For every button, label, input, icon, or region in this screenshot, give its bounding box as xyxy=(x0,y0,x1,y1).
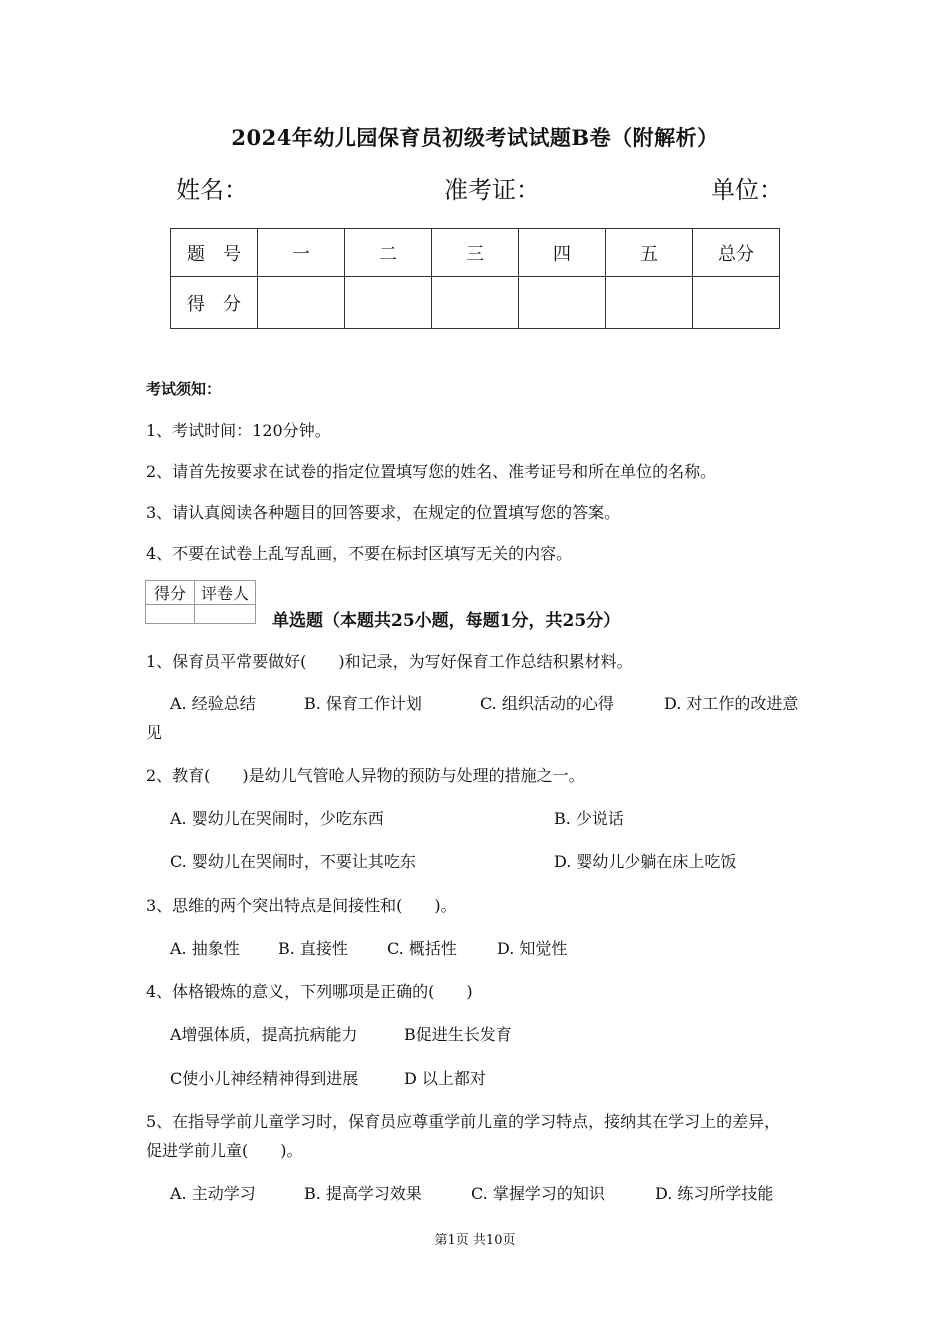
grader-score-label: 得分 xyxy=(146,581,195,605)
option-d[interactable]: D. 对工作的改进意 xyxy=(664,694,799,713)
question-stem: 4、体格锻炼的意义，下列哪项是正确的( ) xyxy=(146,982,473,1001)
notice-heading: 考试须知： xyxy=(146,380,222,398)
score-table-header-cell: 二 xyxy=(345,229,432,277)
question-stem: 1、保育员平常要做好( )和记录，为写好保育工作总结积累材料。 xyxy=(146,652,633,671)
option-c[interactable]: C使小儿神经精神得到进展 xyxy=(170,1069,359,1088)
option-b[interactable]: B促进生长发育 xyxy=(404,1025,512,1044)
option-d[interactable]: D 以上都对 xyxy=(404,1069,486,1088)
score-cell[interactable] xyxy=(693,277,780,329)
score-table-score-row xyxy=(171,277,780,329)
option-c[interactable]: C. 掌握学习的知识 xyxy=(471,1184,605,1203)
score-table-header-cell: 一 xyxy=(258,229,345,277)
question-stem: 5、在指导学前儿童学习时，保育员应尊重学前儿童的学习特点，接纳其在学习上的差异， xyxy=(146,1112,781,1131)
score-table-header-cell: 总分 xyxy=(693,229,780,277)
score-cell[interactable] xyxy=(345,277,432,329)
score-table-header-cell: 四 xyxy=(519,229,606,277)
score-table xyxy=(170,228,780,329)
option-c[interactable]: C. 婴幼儿在哭闹时，不要让其吃东 xyxy=(170,852,416,871)
score-cell[interactable] xyxy=(258,277,345,329)
unit-field-label: 单位： xyxy=(711,176,783,204)
document-title: 2024年幼儿园保育员初级考试试题B卷（附解析） xyxy=(231,125,719,150)
grader-reviewer-cell[interactable] xyxy=(195,605,256,624)
name-field-label: 姓名： xyxy=(176,176,248,204)
score-cell[interactable] xyxy=(519,277,606,329)
notice-item: 2、请首先按要求在试卷的指定位置填写您的姓名、准考证号和所在单位的名称。 xyxy=(146,462,717,481)
exam-id-field-label: 准考证： xyxy=(444,176,540,204)
score-cell[interactable] xyxy=(432,277,519,329)
option-d[interactable]: D. 练习所学技能 xyxy=(655,1184,774,1203)
option-c[interactable]: C. 组织活动的心得 xyxy=(480,694,614,713)
question-stem: 2、教育( )是幼儿气管呛人异物的预防与处理的措施之一。 xyxy=(146,766,585,785)
grader-reviewer-label: 评卷人 xyxy=(195,581,256,605)
score-table-header-cell: 题 号 xyxy=(171,229,258,277)
grader-box xyxy=(145,580,256,624)
page-footer: 第1页 共10页 xyxy=(434,1233,516,1248)
notice-item: 3、请认真阅读各种题目的回答要求，在规定的位置填写您的答案。 xyxy=(146,503,621,522)
question-stem: 3、思维的两个突出特点是间接性和( )。 xyxy=(146,896,457,915)
notice-item: 4、不要在试卷上乱写乱画，不要在标封区填写无关的内容。 xyxy=(146,544,573,563)
score-table-header-cell: 三 xyxy=(432,229,519,277)
option-a[interactable]: A. 婴幼儿在哭闹时，少吃东西 xyxy=(170,809,384,828)
score-table-row-label: 得 分 xyxy=(171,277,258,329)
option-c[interactable]: C. 概括性 xyxy=(387,939,457,958)
option-b[interactable]: B. 直接性 xyxy=(278,939,348,958)
option-b[interactable]: B. 保育工作计划 xyxy=(304,694,422,713)
grader-score-cell[interactable] xyxy=(146,605,195,624)
notice-item: 1、考试时间：120分钟。 xyxy=(146,421,331,440)
score-cell[interactable] xyxy=(606,277,693,329)
score-table-header-row xyxy=(171,229,780,277)
option-d[interactable]: D. 知觉性 xyxy=(497,939,568,958)
option-d-wrap: 见 xyxy=(146,723,163,742)
option-a[interactable]: A. 经验总结 xyxy=(170,694,256,713)
option-b[interactable]: B. 提高学习效果 xyxy=(304,1184,422,1203)
question-stem-continued: 促进学前儿童( )。 xyxy=(146,1141,303,1160)
option-d[interactable]: D. 婴幼儿少躺在床上吃饭 xyxy=(554,852,737,871)
section-title: 单选题（本题共25小题，每题1分，共25分） xyxy=(272,611,621,631)
option-a[interactable]: A. 主动学习 xyxy=(170,1184,256,1203)
score-table-header-cell: 五 xyxy=(606,229,693,277)
option-b[interactable]: B. 少说话 xyxy=(554,809,624,828)
option-a[interactable]: A. 抽象性 xyxy=(170,939,240,958)
option-a[interactable]: A增强体质，提高抗病能力 xyxy=(170,1025,358,1044)
